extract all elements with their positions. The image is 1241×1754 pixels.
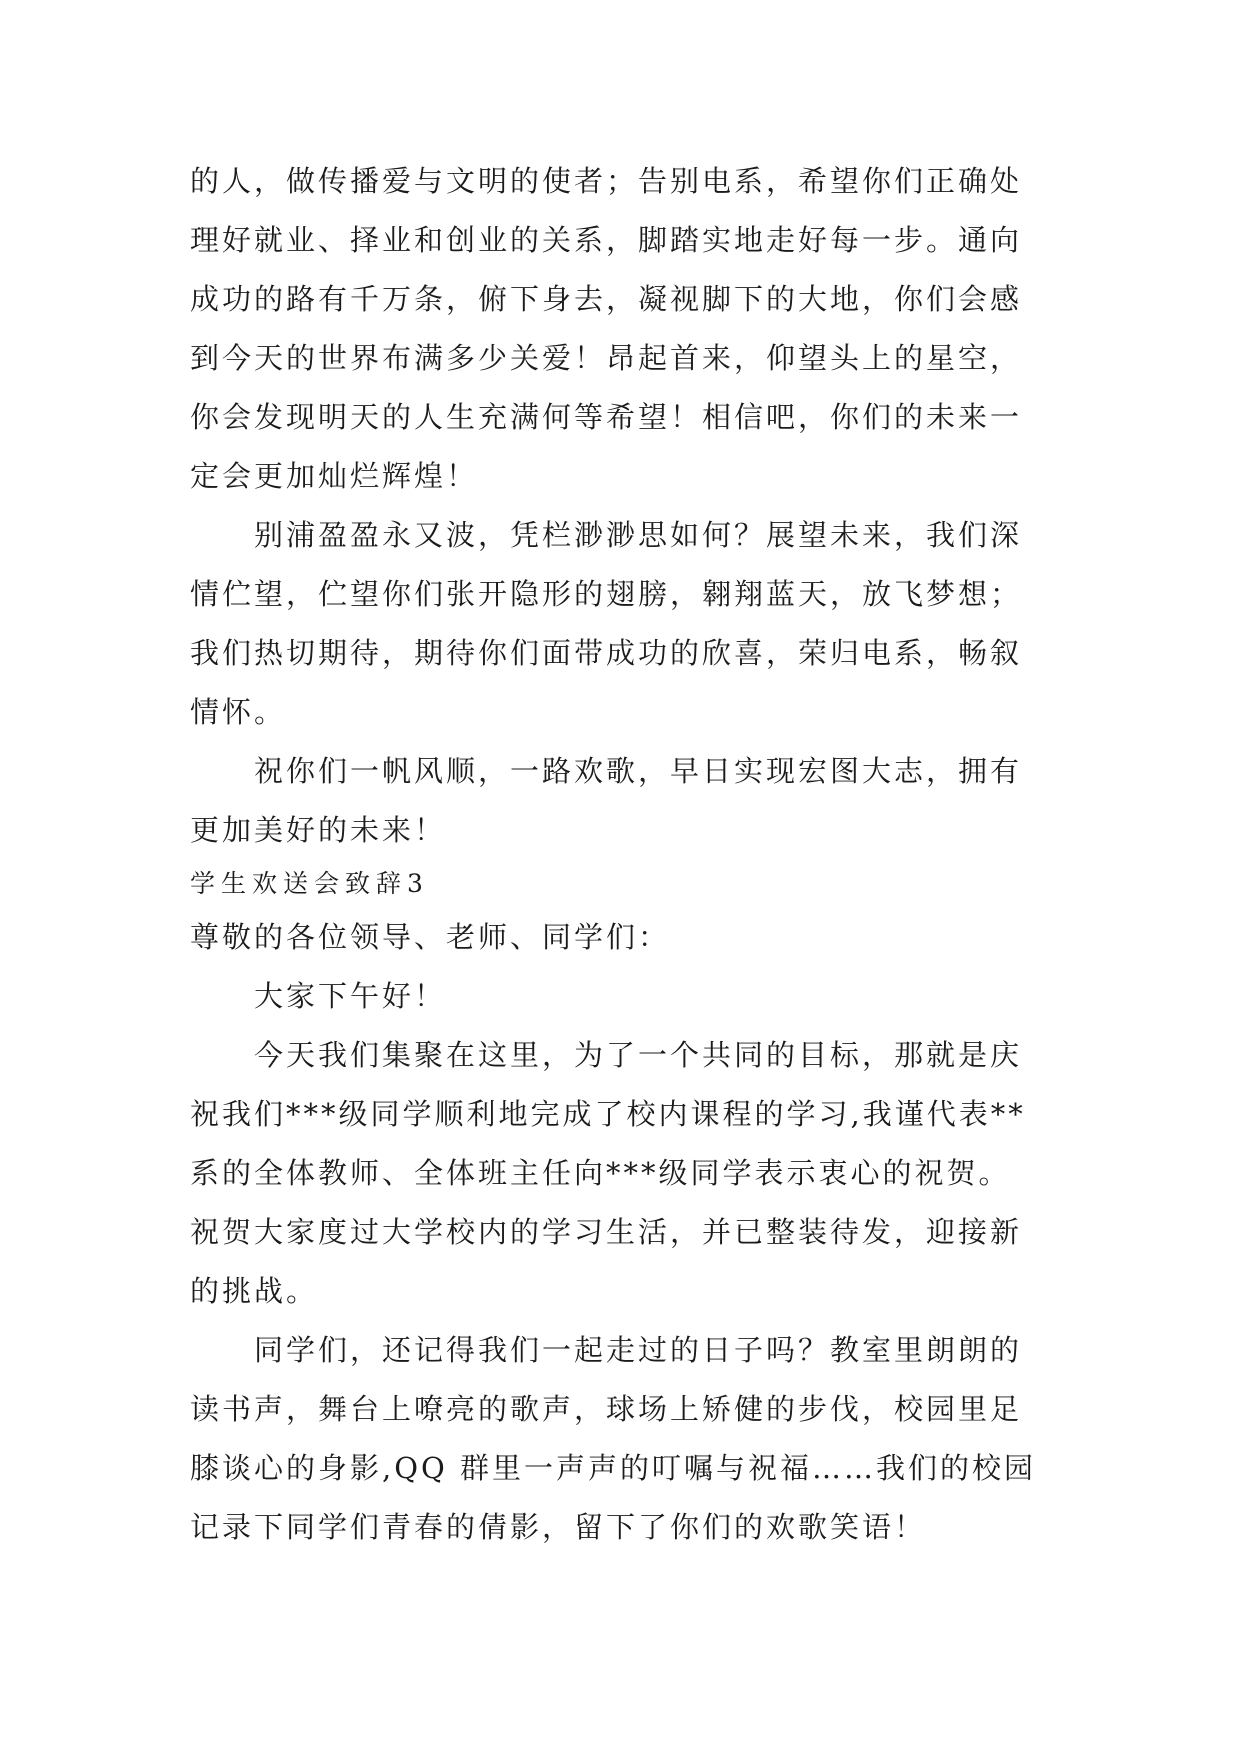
paragraph-line: 祝你们一帆风顺，一路欢歌，早日实现宏图大志，拥有: [254, 754, 1023, 788]
paragraph-line: 的人，做传播爱与文明的使者；告别电系，希望你们正确处: [190, 164, 1023, 198]
paragraph: [190, 506, 1062, 742]
paragraph-line: 成功的路有千万条，俯下身去，凝视脚下的大地，你们会感: [190, 282, 1023, 316]
paragraph-line: 膝谈心的身影,QQ 群里一声声的叮嘱与祝福……我们的校园: [190, 1451, 1036, 1485]
paragraph-line: 情伫望，伫望你们张开隐形的翅膀，翱翔蓝天，放飞梦想；: [190, 577, 1023, 611]
paragraph-line: 你会发现明天的人生充满何等希望！相信吧，你们的未来一: [190, 400, 1023, 434]
paragraph: [190, 1321, 1062, 1557]
paragraph-line: 记录下同学们青春的倩影，留下了你们的欢歌笑语！: [190, 1510, 927, 1544]
paragraph-line: 别浦盈盈永又波，凭栏渺渺思如何？展望未来，我们深: [254, 518, 1023, 552]
paragraph-line: 同学们，还记得我们一起走过的日子吗？教室里朗朗的: [254, 1333, 1023, 1367]
paragraph: [190, 742, 1062, 860]
paragraph-line: 理好就业、择业和创业的关系，脚踏实地走好每一步。通向: [190, 223, 1023, 257]
paragraph-line: 到今天的世界布满多少关爱！昂起首来，仰望头上的星空，: [190, 341, 1023, 375]
paragraph-line: 今天我们集聚在这里，为了一个共同的目标，那就是庆: [254, 1038, 1023, 1072]
paragraph-line: 的挑战。: [190, 1274, 319, 1308]
paragraph-line: 更加美好的未来！: [190, 813, 447, 847]
paragraph-line: 情怀。: [190, 695, 287, 729]
paragraph-line: 读书声，舞台上嘹亮的歌声，球场上矫健的步伐，校园里足: [190, 1392, 1023, 1426]
salutation: 尊敬的各位领导、老师、同学们：: [190, 920, 671, 954]
section-title: 学生欢送会致辞3: [190, 869, 429, 898]
paragraph-line: 定会更加灿烂辉煌！: [190, 459, 479, 493]
paragraph: [190, 152, 1062, 506]
paragraph-line: 我们热切期待，期待你们面带成功的欣喜，荣归电系，畅叙: [190, 636, 1023, 670]
paragraph-line: 祝贺大家度过大学校内的学习生活，并已整装待发，迎接新: [190, 1215, 1023, 1249]
paragraph-line: 系的全体教师、全体班主任向***级同学表示衷心的祝贺。: [190, 1156, 1011, 1190]
paragraph-line: 祝我们***级同学顺利地完成了校内课程的学习,我谨代表**: [190, 1097, 1026, 1131]
greeting: 大家下午好！: [254, 979, 447, 1013]
paragraph: [190, 1026, 1062, 1321]
document-body: [190, 152, 1062, 1557]
